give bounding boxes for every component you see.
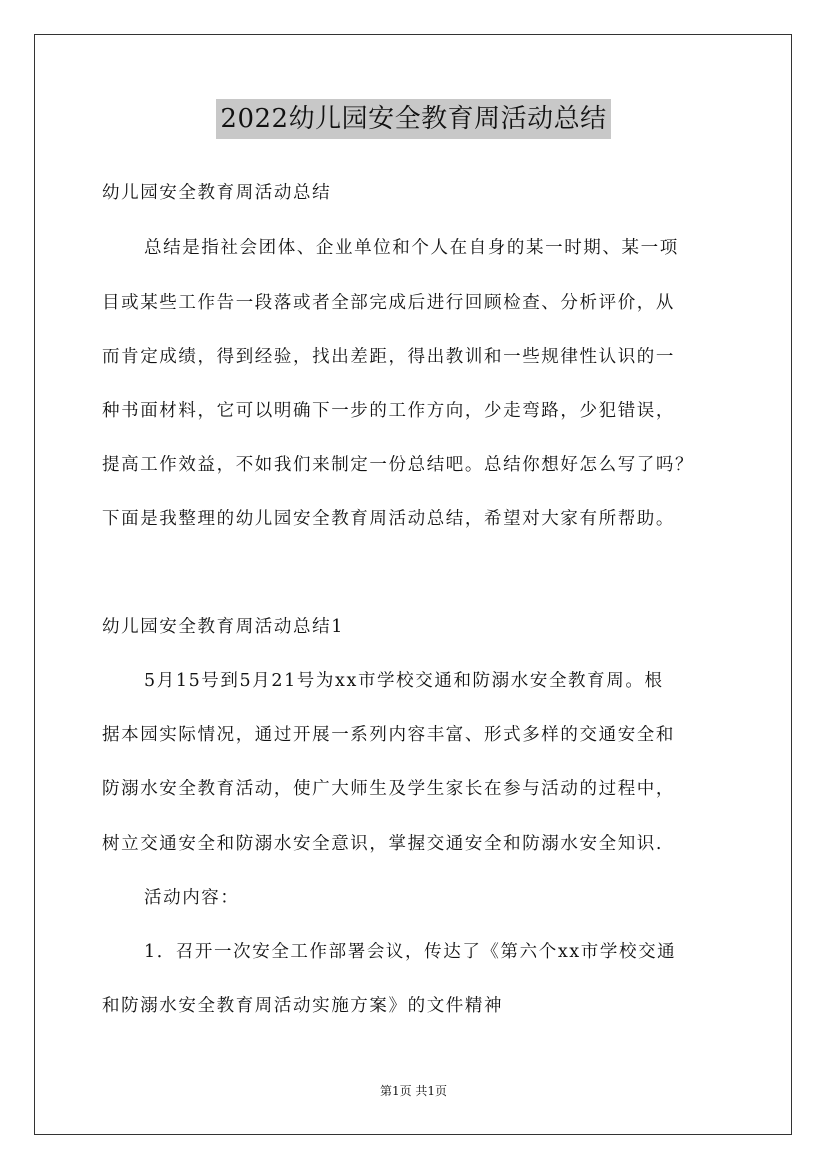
section-heading: 幼儿园安全教育周活动总结1 — [102, 617, 344, 637]
page-footer: 第1页 共1页 — [379, 1084, 448, 1098]
paragraph-line: 防溺水安全教育活动，使广大师生及学生家长在参与活动的过程中， — [102, 779, 675, 799]
paragraph-line: 1．召开一次安全工作部署会议，传达了《第六个xx市学校交通 — [144, 942, 677, 962]
paragraph-line: 5月15号到5月21号为xx市学校交通和防溺水安全教育周。根 — [144, 671, 664, 691]
paragraph-line: 总结是指社会团体、企业单位和个人在自身的某一时期、某一项 — [144, 238, 679, 258]
section-heading: 幼儿园安全教育周活动总结 — [102, 183, 332, 203]
paragraph-line: 而肯定成绩，得到经验，找出差距，得出教训和一些规律性认识的一 — [102, 347, 675, 367]
paragraph-line: 树立交通安全和防溺水安全意识，掌握交通安全和防溺水安全知识. — [102, 834, 664, 854]
paragraph-line: 提高工作效益，不如我们来制定一份总结吧。总结你想好怎么写了吗？ — [102, 455, 695, 475]
title-container — [0, 99, 827, 139]
paragraph-line: 活动内容： — [144, 888, 240, 908]
document-title: 2022幼儿园安全教育周活动总结 — [216, 99, 610, 139]
paragraph-line: 据本园实际情况，通过开展一系列内容丰富、形式多样的交通安全和 — [102, 725, 675, 745]
paragraph-line: 种书面材料，它可以明确下一步的工作方向，少走弯路，少犯错误， — [102, 401, 675, 421]
paragraph-line: 和防溺水安全教育周活动实施方案》的文件精神 — [102, 996, 504, 1016]
paragraph-line: 下面是我整理的幼儿园安全教育周活动总结，希望对大家有所帮助。 — [102, 509, 675, 529]
paragraph-line: 目或某些工作告一段落或者全部完成后进行回顾检查、分析评价，从 — [102, 293, 675, 313]
